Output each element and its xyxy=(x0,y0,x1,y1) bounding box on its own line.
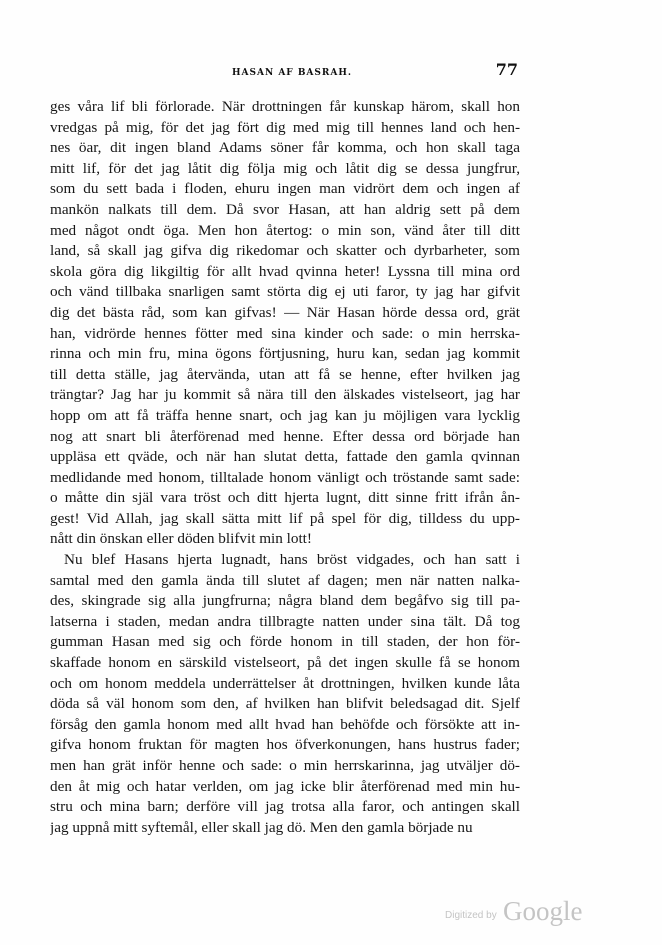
page-number: 77 xyxy=(495,60,518,79)
text-line: nått din önskan eller döden blifvit min lott! xyxy=(50,530,312,548)
body-text xyxy=(50,97,650,838)
text-line: uppläsa ett qväde, och när han slutat detta, fattade den gamla qvinnan xyxy=(50,448,520,466)
text-line: samtal med den gamla ända till slutet af dagen; men när natten nalka- xyxy=(50,571,520,589)
text-line: skola göra dig likgiltig för allt hvad qvinna heter! Lyssna till mina ord xyxy=(50,262,520,280)
text-line: des, skingrade sig alla jungfrurna; några bland dem begåfvo sig till pa- xyxy=(50,592,520,610)
text-line: men han grät inför henne och sade: o min herrskarinna, jag utväljer dö- xyxy=(50,757,520,774)
text-line: gifva honom fruktan för magten hos öfverkonungen, hans hustrus fader; xyxy=(50,736,520,754)
text-line: latserna i staden, medan andra tillbragte natten under sina tält. Då tog xyxy=(50,612,520,630)
text-line: stru och mina barn; derföre vill jag trotsa alla faror, och antingen skall xyxy=(50,798,520,816)
text-line: nes öar, dit ingen bland Adams söner får komma, och hon skall taga xyxy=(50,139,520,157)
text-line: till detta ställe, jag återvända, utan att få se henne, efter hvilken jag xyxy=(50,365,520,383)
text-line: ges våra lif bli förlorade. När drottningen får kunskap härom, skall hon xyxy=(50,98,520,115)
text-line: gumman Hasan med sig och förde honom in till staden, der hon för- xyxy=(50,633,520,651)
text-line: hopp om att få träffa henne snart, och jag kan ju möjligen vara lycklig xyxy=(50,406,520,424)
text-line: medlidande med honom, tilltalade honom vänligt och tröstande samt sade: xyxy=(50,468,520,486)
text-line: land, så skall jag gifva dig rikedomar och skatter och dyrbarheter, som xyxy=(50,242,520,260)
text-line: döda så väl honom som den, af hvilken han blifvit beledsagad dit. Sjelf xyxy=(50,695,520,713)
text-line: jag uppnå mitt syftemål, eller skall jag dö. Men den gamla började nu xyxy=(50,818,473,836)
text-line: och vänd tillbaka snarligen samt störta dig ej uti faror, ty jag har gifvit xyxy=(50,283,520,301)
text-line: gest! Vid Allah, jag skall sätta mitt lif på spel för dig, tilldess du upp- xyxy=(50,509,520,527)
text-line: den åt mig och hatar verlden, om jag icke blir återförenad med min hu- xyxy=(50,777,520,795)
text-line: som du sett bada i floden, ehuru ingen man vidrört dem och ingen af xyxy=(50,180,520,198)
text-line: dig det bästa råd, som kan gifvas! — När Hasan hörde dessa ord, grät xyxy=(50,303,520,321)
text-line: vredgas på mig, för det jag fört dig med mig till hennes land och hen- xyxy=(50,118,520,136)
text-line: försåg den gamla honom med allt hvad han behöfde och försökte att in- xyxy=(50,715,520,733)
text-line: med något ondt öga. Men hon återtog: o min son, vänd åter till ditt xyxy=(50,221,520,239)
text-line: o måtte din själ vara tröst och ditt hjerta lugnt, ditt sinne fritt ifrån ån- xyxy=(50,489,520,507)
text-line: mankön nalkats till dem. Då svor Hasan, att han aldrig sett på dem xyxy=(50,200,520,218)
text-line: trängtar? Jag har ju kommit så nära till den älskades vistelseort, jag har xyxy=(50,386,520,404)
watermark-prefix: Digitized by xyxy=(445,910,497,921)
running-head: HASAN AF BASRAH. xyxy=(231,68,353,78)
text-line: han, vidrörde hennes fötter med sina kinder och sade: o min herrska- xyxy=(50,324,520,342)
text-line: Nu blef Hasans hjerta lugnadt, hans bröst vidgades, och han satt i xyxy=(64,551,520,569)
google-logo: Google xyxy=(503,896,583,926)
text-line: och om honom meddela underrättelser åt drottningen, hvilken kunde låta xyxy=(50,674,520,692)
digitized-by-google-watermark xyxy=(445,896,585,932)
text-line: rinna och min fru, mina ögons förtjusning, huru kan, sedan jag kommit xyxy=(50,345,520,363)
text-line: mitt lif, för det jag låtit dig följa mig och låtit dig se dessa jungfrur, xyxy=(50,159,520,177)
text-line: skaffade honom en särskild vistelseort, på det ingen skulle få se honom xyxy=(50,654,520,672)
text-line: nog att snart bli återförenad med henne. Efter dessa ord började han xyxy=(50,427,520,445)
